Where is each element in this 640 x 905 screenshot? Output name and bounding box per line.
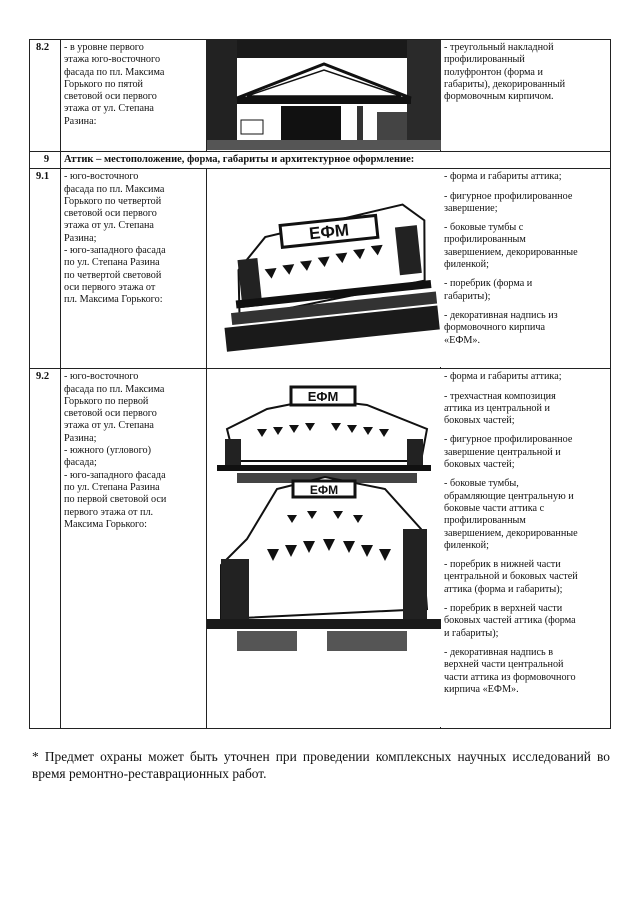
feature-line: завершением, декорированные: [444, 246, 578, 258]
feature-item: [444, 42, 607, 103]
table-row: [30, 169, 611, 369]
feature-line: профилированным: [444, 515, 526, 527]
feature-line: - поребрик в нижней части: [444, 559, 561, 571]
location-line: световой оси первого: [64, 91, 157, 103]
protection-table: [29, 39, 611, 729]
feature-line: кирпича «ЕФМ».: [444, 683, 519, 695]
row-number: 9.2: [30, 369, 61, 729]
attic-efm-photo: [207, 169, 441, 367]
feature-line: верхней части центральной: [444, 659, 564, 671]
feature-line: - боковые тумбы с: [444, 222, 524, 234]
location-line: - юго-восточного: [64, 371, 139, 383]
location-line: - в уровне первого: [64, 42, 144, 53]
photo-cell: [207, 40, 441, 152]
features-cell: [441, 169, 611, 369]
photo-cell: [207, 169, 441, 369]
efm-photo-lettering: ЕФМ: [307, 389, 339, 405]
features-cell: [441, 369, 611, 729]
feature-line: - форма и габариты аттика;: [444, 171, 562, 183]
feature-line: части аттика из формовочного: [444, 671, 576, 683]
attic-corner-photos: [207, 369, 441, 727]
location-line: по ул. Степана Разина: [64, 481, 160, 493]
feature-line: профилированный: [444, 54, 525, 66]
feature-line: - поребрик в верхней части: [444, 603, 563, 615]
feature-line: габариты);: [444, 290, 491, 302]
feature-item: [444, 559, 607, 596]
table-row: [30, 40, 611, 152]
location-line: по четвертой световой: [64, 269, 162, 281]
feature-line: профилированным: [444, 234, 526, 246]
row-number: 9.1: [30, 169, 61, 369]
location-line: Максима Горького:: [64, 518, 147, 530]
feature-line: формовочного кирпича: [444, 322, 546, 334]
feature-line: - фигурное профилированное: [444, 190, 573, 202]
location-line: Разина;: [64, 232, 97, 244]
location-line: Разина;: [64, 432, 97, 444]
feature-line: боковых частей аттика (форма: [444, 615, 576, 627]
feature-item: [444, 478, 607, 552]
section-title: Аттик – местоположение, форма, габариты и архитектурное оформление:: [61, 152, 611, 169]
feature-line: - треугольный накладной: [444, 42, 554, 53]
section-row: [30, 152, 611, 169]
location-line: - юго-восточного: [64, 171, 139, 183]
feature-item: [444, 222, 607, 271]
location-line: фасада по пл. Максима: [64, 66, 165, 78]
section-number: 9: [30, 152, 61, 169]
features-cell: [441, 40, 611, 152]
feature-line: формовочным кирпичом.: [444, 91, 554, 103]
efm-photo-lettering: ЕФМ: [308, 220, 350, 244]
pediment-facade-photo: [207, 40, 441, 150]
feature-line: обрамляющие центральную и: [444, 490, 574, 502]
location-line: - южного (углового): [64, 445, 152, 457]
feature-line: боковые части аттика с: [444, 502, 545, 514]
feature-item: [444, 603, 607, 640]
feature-line: «ЕФМ».: [444, 334, 481, 346]
location-line: световой оси первого: [64, 408, 157, 420]
location-line: фасада по пл. Максима: [64, 183, 165, 195]
feature-item: [444, 434, 607, 471]
location-line: - юго-западного фасада: [64, 245, 166, 257]
feature-line: филенкой;: [444, 539, 489, 551]
location-cell: [61, 369, 207, 729]
feature-item: [444, 278, 607, 303]
feature-line: завершение;: [444, 202, 498, 214]
feature-line: габариты), декорированный: [444, 78, 566, 90]
location-line: Разина:: [64, 115, 97, 127]
feature-line: - фигурное профилированное: [444, 434, 573, 446]
location-line: - юго-западного фасада: [64, 469, 166, 481]
feature-line: - форма и габариты аттика;: [444, 371, 562, 383]
feature-line: полуфронтон (форма и: [444, 66, 543, 78]
location-line: этажа от ул. Степана: [64, 420, 154, 432]
location-line: этажа юго-восточного: [64, 54, 161, 66]
location-line: пл. Максима Горького:: [64, 294, 163, 306]
feature-line: - поребрик (форма и: [444, 278, 533, 290]
feature-line: аттика из центральной и: [444, 402, 550, 414]
feature-line: - боковые тумбы,: [444, 478, 519, 490]
location-line: фасада;: [64, 457, 97, 469]
location-line: этажа от ул. Степана: [64, 220, 154, 232]
feature-line: боковых частей;: [444, 459, 515, 471]
location-line: фасада по пл. Максима: [64, 383, 165, 395]
feature-line: филенкой;: [444, 259, 489, 271]
location-line: первого этажа от пл.: [64, 506, 154, 518]
location-cell: [61, 169, 207, 369]
feature-item: [444, 310, 607, 347]
location-line: Горького по пятой: [64, 78, 144, 90]
location-line: Горького по четвертой: [64, 195, 162, 207]
location-line: световой оси первого: [64, 208, 157, 220]
feature-line: - декоративная надпись из: [444, 309, 558, 321]
feature-item: [444, 371, 607, 383]
row-number: 8.2: [30, 40, 61, 152]
feature-item: [444, 647, 607, 696]
location-line: оси первого этажа от: [64, 281, 156, 293]
efm-photo-lettering: ЕФМ: [309, 483, 339, 498]
location-line: по первой световой оси: [64, 494, 167, 506]
feature-line: боковых частей;: [444, 415, 515, 427]
table-row: [30, 369, 611, 729]
location-line: этажа от ул. Степана: [64, 103, 154, 115]
feature-line: аттика (форма и габариты);: [444, 583, 563, 595]
feature-item: [444, 391, 607, 428]
feature-item: [444, 171, 607, 183]
location-line: по ул. Степана Разина: [64, 257, 160, 269]
location-line: Горького по первой: [64, 395, 149, 407]
feature-line: и габариты);: [444, 627, 499, 639]
feature-line: завершением, декорированные: [444, 527, 578, 539]
photo-cell: [207, 369, 441, 729]
feature-item: [444, 191, 607, 216]
location-cell: [61, 40, 207, 152]
feature-line: - декоративная надпись в: [444, 646, 554, 658]
feature-line: завершение центральной и: [444, 446, 561, 458]
feature-line: центральной и боковых частей: [444, 571, 578, 583]
footnote: * Предмет охраны может быть уточнен при проведении комплексных научных исследований во время ремонтно-реставрационных работ.: [32, 749, 610, 781]
feature-line: - трехчастная композиция: [444, 390, 556, 402]
